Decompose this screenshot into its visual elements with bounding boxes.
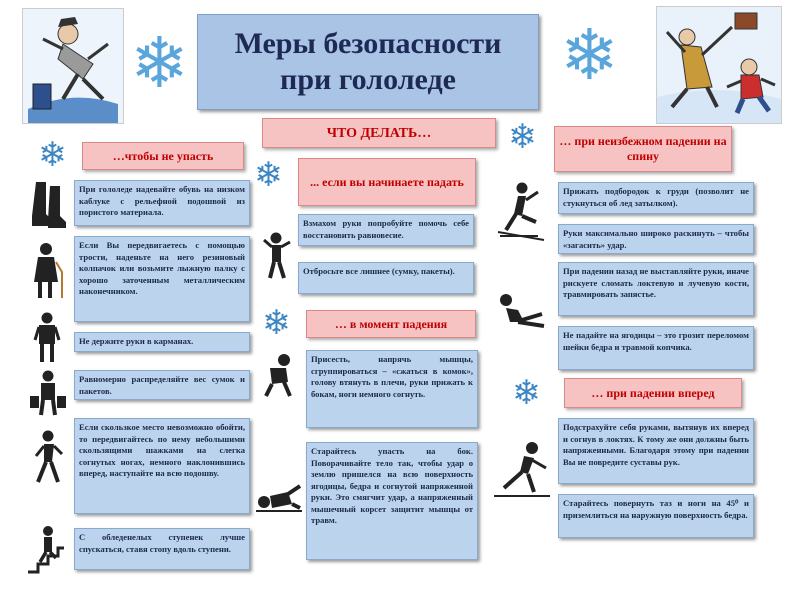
moment-of-fall-header: … в момент падения <box>306 310 476 338</box>
tip-box: С обледенелых ступенек лучше спускаться, ставя стопу вдоль ступени. <box>74 528 250 570</box>
person-standing-icon <box>32 312 62 368</box>
not-fall-header: …чтобы не упасть <box>82 142 244 170</box>
tip-box: Если Вы передвигаетесь с помощью трости, наденьте на него резиновый колпачок или возьмите лыжную палку с хорошо заточенным металлическим наконечником. <box>74 236 250 322</box>
arm-wave-icon <box>262 232 292 284</box>
tip-box: Старайтесь упасть на бок. Поворачивайте тело так, чтобы удар о землю пришелся на всю поверхность ягодицы, бедра и согнутой напряженной руки. Это смягчит удар, а напряженный мышечный корсет защитит мышцы от травм. <box>306 442 478 560</box>
tip-box: Старайтесь повернуть таз и ноги на 45⁰ и приземлиться на наружную поверхность бедра. <box>558 494 754 538</box>
tip-box: Равномерно распределяйте вес сумок и пакетов. <box>74 370 250 400</box>
page-title <box>197 14 539 110</box>
tip-box: Если скользкое место невозможно обойти, то передвигайтесь по нему небольшими скользящими шажками на слегка согнутых ногах, немного наклонившись вперед, наступайте на всю подошву. <box>74 418 250 514</box>
illustration-slipping-man <box>22 8 124 124</box>
crouch-icon <box>258 352 298 402</box>
snowflake-icon: ❄ <box>130 22 189 104</box>
tip-box: Отбросьте все лишнее (сумку, пакеты). <box>298 262 474 294</box>
fall-forward-header: … при падении вперед <box>564 378 742 408</box>
person-walking-icon <box>30 430 66 488</box>
fall-on-back-header: … при неизбежном падении на спину <box>554 126 732 172</box>
tip-box: Руки максимально широко раскинуть – чтобы «загасить» удар. <box>558 224 754 254</box>
person-bags-icon <box>28 370 68 420</box>
boots-icon <box>28 180 68 234</box>
snowflake-icon: ❄ <box>560 14 619 96</box>
snowflake-icon: ❄ <box>254 155 283 195</box>
stairs-icon <box>26 526 66 578</box>
snowflake-icon: ❄ <box>38 135 67 175</box>
illustration-falling-people <box>656 6 782 124</box>
if-falling-header: ... если вы начинаете падать <box>298 158 476 206</box>
person-cane-icon <box>30 242 66 304</box>
slip-back-icon <box>496 182 546 246</box>
snowflake-icon: ❄ <box>262 303 291 343</box>
side-fall-icon <box>256 478 302 516</box>
tip-box: Не держите руки в карманах. <box>74 332 250 352</box>
tip-box: Не падайте на ягодицы – это грозит переломом шейки бедра и травмой копчика. <box>558 326 754 370</box>
what-to-do-header: ЧТО ДЕЛАТЬ… <box>262 118 496 148</box>
fall-forward-icon <box>494 440 550 504</box>
tip-box: Взмахом руки попробуйте помочь себе восстановить равновесие. <box>298 214 474 246</box>
tip-box: Прижать подбородок к груди (позволит не стукнуться об лед затылком). <box>558 182 754 214</box>
snowflake-icon: ❄ <box>512 373 541 413</box>
title-line-2: при гололеде <box>280 63 456 96</box>
tip-box: При падении назад не выставляйте руки, иначе рискуете сломать локтевую и лучевую кости, травмировать запястье. <box>558 262 754 316</box>
tip-box: Присесть, напрячь мышцы, сгруппироваться – «сжаться в комок», голову втянуть в плечи, руки прижать к бокам, ноги немного согнуть. <box>306 350 478 428</box>
lying-icon <box>496 292 548 336</box>
tip-box: Подстрахуйте себя руками, вытянув их вперед и согнув в локтях. К тому же они должны быть напряженными. Благодаря этому при падении Вы не повредите суставы рук. <box>558 418 754 484</box>
title-line-1: Меры безопасности <box>234 27 502 60</box>
tip-box: При гололеде надевайте обувь на низком каблуке с рельефной подошвой из пористого материала. <box>74 180 250 226</box>
snowflake-icon: ❄ <box>508 117 537 157</box>
